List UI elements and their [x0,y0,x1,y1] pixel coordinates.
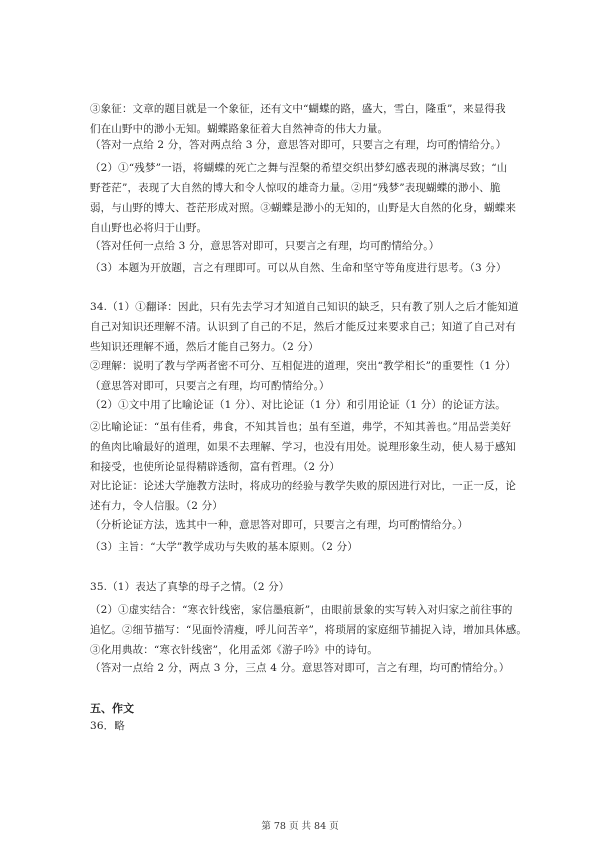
text-line: （2）①虚实结合：“寒衣针线密，家信墨痕新”，由眼前景象的实写转入对归家之前往事的 [90,604,513,616]
answer-35-part1 [90,577,515,597]
text-line: 自山野也必将归于山野。 [90,222,208,234]
text-line: 35.（1）表达了真挚的母子之情。（2 分） [90,581,290,593]
text-line: 弱，与山野的博大、苍茫形成对照。③蝴蝶是渺小的无知的，山野是大自然的化身，蝴蝶来 [90,202,516,214]
text-line: 些知识还理解不通，然后才能自己努力。（2 分） [90,341,319,353]
scoring-note [90,658,515,678]
text-line: （3）本题为开放题，言之有理即可。可以从自然、生命和坚守等角度进行思考。（3 分） [90,262,507,274]
answer-34-part1 [90,297,519,357]
text-line: （答对一点给 2 分，答对两点给 3 分，意思答对即可，只要言之有理，均可酌情给分。） [90,139,507,151]
page-footer: 第 78 页 共 84 页 [261,821,339,832]
text-line: （2）①“残梦”一语，将蝴蝶的死亡之舞与涅槃的希望交织出梦幻感表现的淋漓尽致；“山 [90,162,508,174]
text-line: 36．略 [90,720,125,732]
answer-34-part2 [90,395,515,415]
text-line: （分析论证方法，选其中一种，意思答对即可，只要言之有理，均可酌情给分。） [90,519,469,531]
answer-34-metaphor [90,417,515,477]
text-line: （3）主旨：“大学”教学成功与失败的基本原则。（2 分） [90,541,358,553]
text-line: ③化用典故：“寒衣针线密”，化用孟郊《游子吟》中的诗句。 [90,644,378,656]
section-heading: 五、作文 [90,702,134,715]
answer-35-part2 [90,600,528,660]
text-line: 们在山野中的渺小无知。蝴蝶路象征着大自然神奇的伟大力量。 [90,123,389,135]
text-line: （答对一点给 2 分，两点 3 分，三点 4 分。意思答对即可，言之有理，均可酌情给分。） [90,662,510,674]
text-line: 自己对知识还理解不清。认识到了自己的不足，然后才能反过来要求自己；知道了自己对有 [90,321,516,333]
text-line: ②理解：说明了教与学两者密不可分、互相促进的道理，突出“教学相长”的重要性（1 分） [90,360,517,372]
answer-33-part2 [90,158,515,238]
answer-33-part3 [90,258,515,278]
text-line: ②比喻论证：“虽有佳肴，弗食，不知其旨也；虽有至道，弗学，不知其善也。”用品尝美好 [90,421,512,433]
text-line: （答对任何一点给 3 分，意思答对即可，只要言之有理，均可酌情给分。） [90,240,440,252]
text-line: （2）①文中用了比喻论证（1 分）、对比论证（1 分）和引用论证（1 分）的论证方法。 [90,399,506,411]
text-line: 述有力，令人信服。（2 分） [90,500,223,512]
answer-36 [90,716,515,736]
scoring-note [90,135,515,155]
text-line: ③象征：文章的题目就是一个象征，还有文中“蝴蝶的路，盛大，雪白，隆重”，来显得我 [90,103,506,115]
answer-34-contrast [90,476,515,516]
text-line: 34.（1）①翻译：因此，只有先去学习才知道自己知识的缺乏，只有教了别人之后才能知道 [90,301,519,313]
text-line: 和接受，也使所论显得精辟透彻，富有哲理。（2 分） [90,461,341,473]
answer-34-part3 [90,537,515,557]
text-line: 的鱼肉比喻最好的道理，如果不去理解、学习，也没有用处。说理形象生动，使人易于感知 [90,441,516,453]
text-line: 追忆。②细节描写：“见面怜清瘦，呼儿问苦辛”，将琐屑的家庭细节捕捉入诗，增加具体感。 [90,624,528,636]
scoring-note [90,236,515,256]
answer-33-symbolism [90,99,515,139]
scoring-note [90,515,515,535]
text-line: 对比论证：论述大学施教方法时，将成功的经验与教学失败的原因进行对比，一正一反，论 [90,480,516,492]
answer-34-understanding [90,356,515,396]
text-line: 野苍茫”，表现了大自然的博大和令人惊叹的雄奇力量。②用“残梦”表现蝴蝶的渺小、脆 [90,182,501,194]
text-line: （意思答对即可，只要言之有理，均可酌情给分。） [90,380,330,392]
